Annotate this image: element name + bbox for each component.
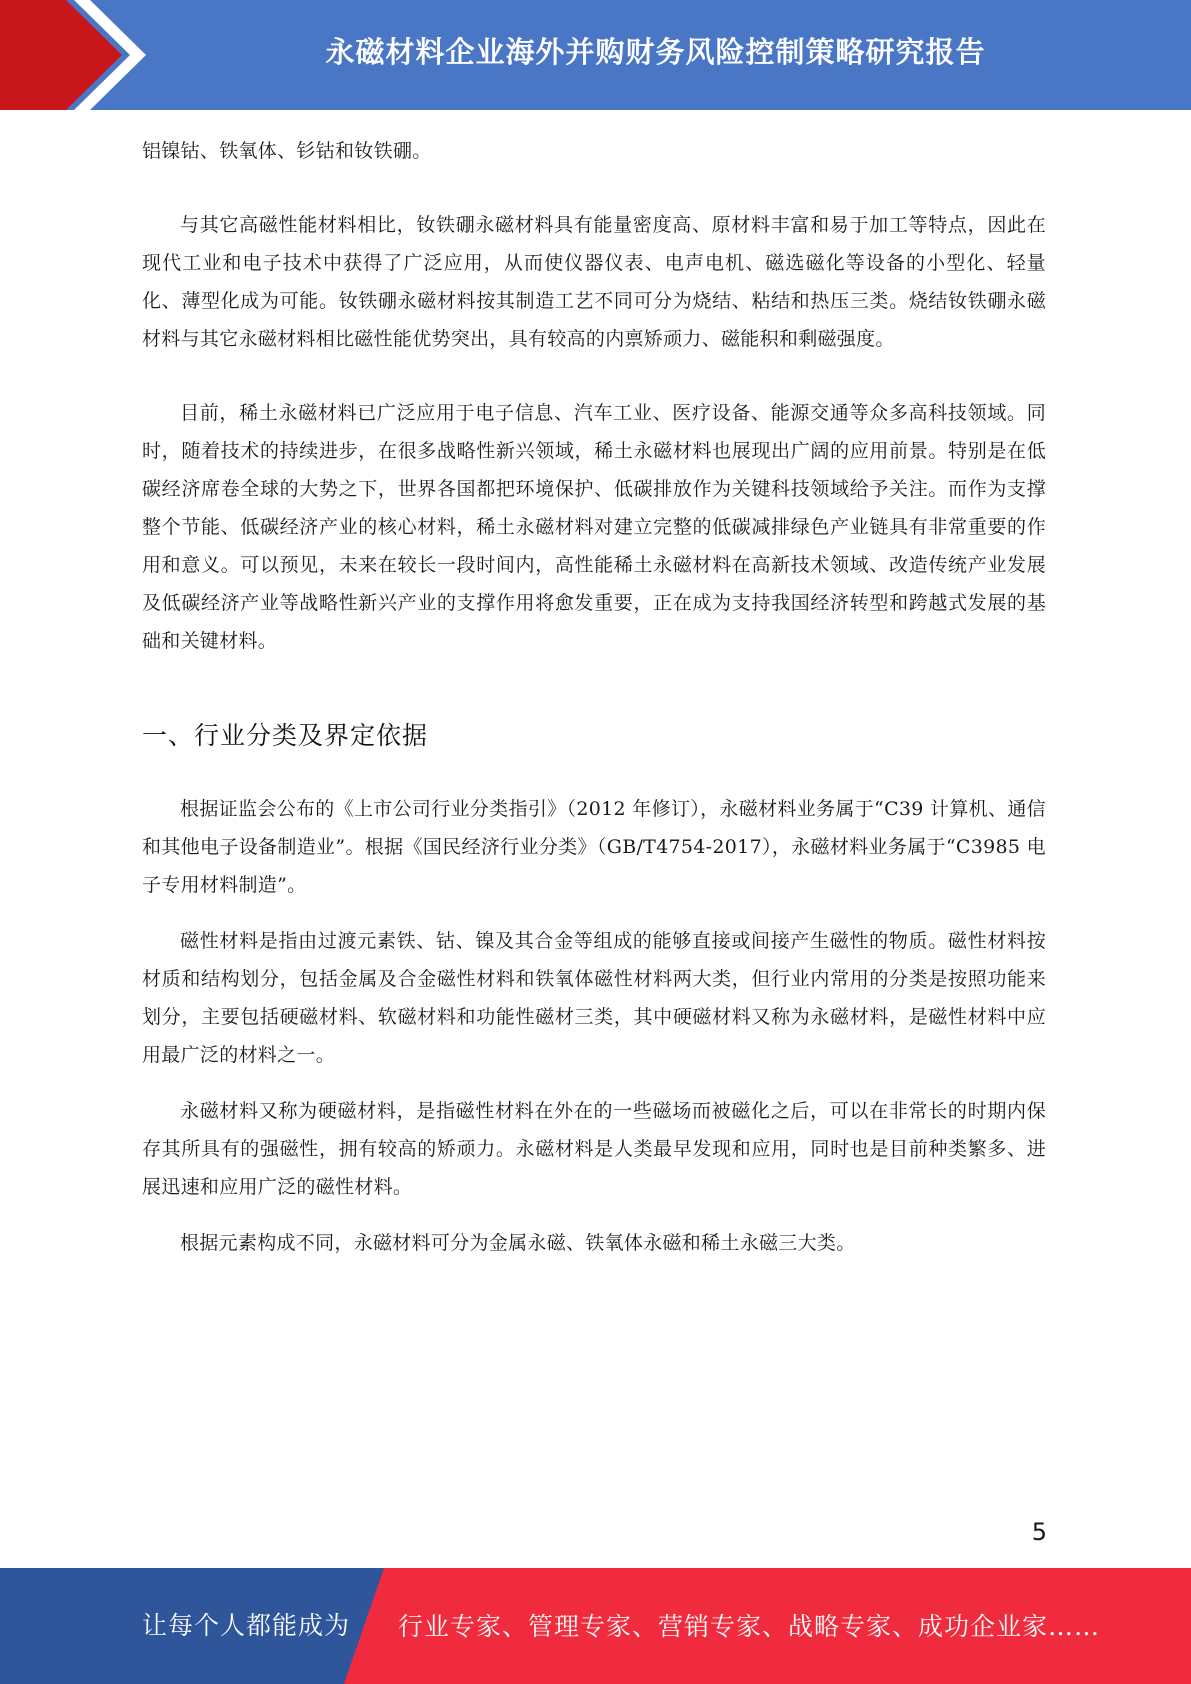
paragraph-permanent-magnets: 永磁材料又称为硬磁材料，是指磁性材料在外在的一些磁场而被磁化之后，可以在非常长的时期内保存其所具有的强磁性，拥有较高的矫顽力。永磁材料是人类最早发现和应用，同时也是目前种类繁多、进展迅速和应用广泛的磁性材料。 <box>142 1100 1046 1198</box>
paragraph-rare-earth-applications: 目前，稀土永磁材料已广泛应用于电子信息、汽车工业、医疗设备、能源交通等众多高科技领域。同时，随着技术的持续进步，在很多战略性新兴领域，稀土永磁材料也展现出广阔的应用前景。特别是在低碳经济席卷全球的大势之下，世界各国都把环境保护、低碳排放作为关键科技领域给予关注。而作为支撑整个节能、低碳经济产业的核心材料，稀土永磁材料对建立完整的低碳减排绿色产业链具有非常重要的作用和意义。可以预见，未来在较长一段时间内，高性能稀土永磁材料在高新技术领域、改造传统产业发展及低碳经济产业等战略性新兴产业的支撑作用将愈发重要，正在成为支持我国经济转型和跨越式发展的基础和关键材料。 <box>142 402 1046 652</box>
document-body <box>142 132 1046 1262</box>
paragraph-ndfeb-advantages: 与其它高磁性能材料相比，钕铁硼永磁材料具有能量密度高、原材料丰富和易于加工等特点，因此在现代工业和电子技术中获得了广泛应用，从而使仪器仪表、电声电机、磁选磁化等设备的小型化、轻量化、薄型化成为可能。钕铁硼永磁材料按其制造工艺不同可分为烧结、粘结和热压三类。烧结钕铁硼永磁材料与其它永磁材料相比磁性能优势突出，具有较高的内禀矫顽力、磁能积和剩磁强度。 <box>142 214 1046 350</box>
footer-slogan-roles: 行业专家、管理专家、营销专家、战略专家、成功企业家…… <box>398 1612 1101 1641</box>
paragraph-continuation: 铝镍钴、铁氧体、钐钴和钕铁硼。 <box>142 140 432 162</box>
paragraph-industry-classification: 根据证监会公布的《上市公司行业分类指引》（2012 年修订），永磁材料业务属于“C39 计算机、通信和其他电子设备制造业”。根据《国民经济行业分类》（GB/T4754-2017），永磁材料业务属于“C3985 电子专用材料制造”。 <box>142 798 1046 896</box>
footer-slogan-lead: 让每个人都能成为 <box>142 1611 351 1640</box>
paragraph-magnetic-materials: 磁性材料是指由过渡元素铁、钴、镍及其合金等组成的能够直接或间接产生磁性的物质。磁性材料按材质和结构划分，包括金属及合金磁性材料和铁氧体磁性材料两大类，但行业内常用的分类是按照功能来划分，主要包括硬磁材料、软磁材料和功能性磁材三类，其中硬磁材料又称为永磁材料，是磁性材料中应用最广泛的材料之一。 <box>142 930 1046 1066</box>
footer-banner <box>0 1568 1191 1684</box>
header-banner <box>0 0 1191 110</box>
report-title: 永磁材料企业海外并购财务风险控制策略研究报告 <box>325 35 986 69</box>
page-number: 5 <box>1031 1518 1047 1546</box>
section-heading: 一、行业分类及界定依据 <box>142 721 429 750</box>
paragraph-classification-summary: 根据元素构成不同，永磁材料可分为金属永磁、铁氧体永磁和稀土永磁三大类。 <box>180 1232 856 1254</box>
